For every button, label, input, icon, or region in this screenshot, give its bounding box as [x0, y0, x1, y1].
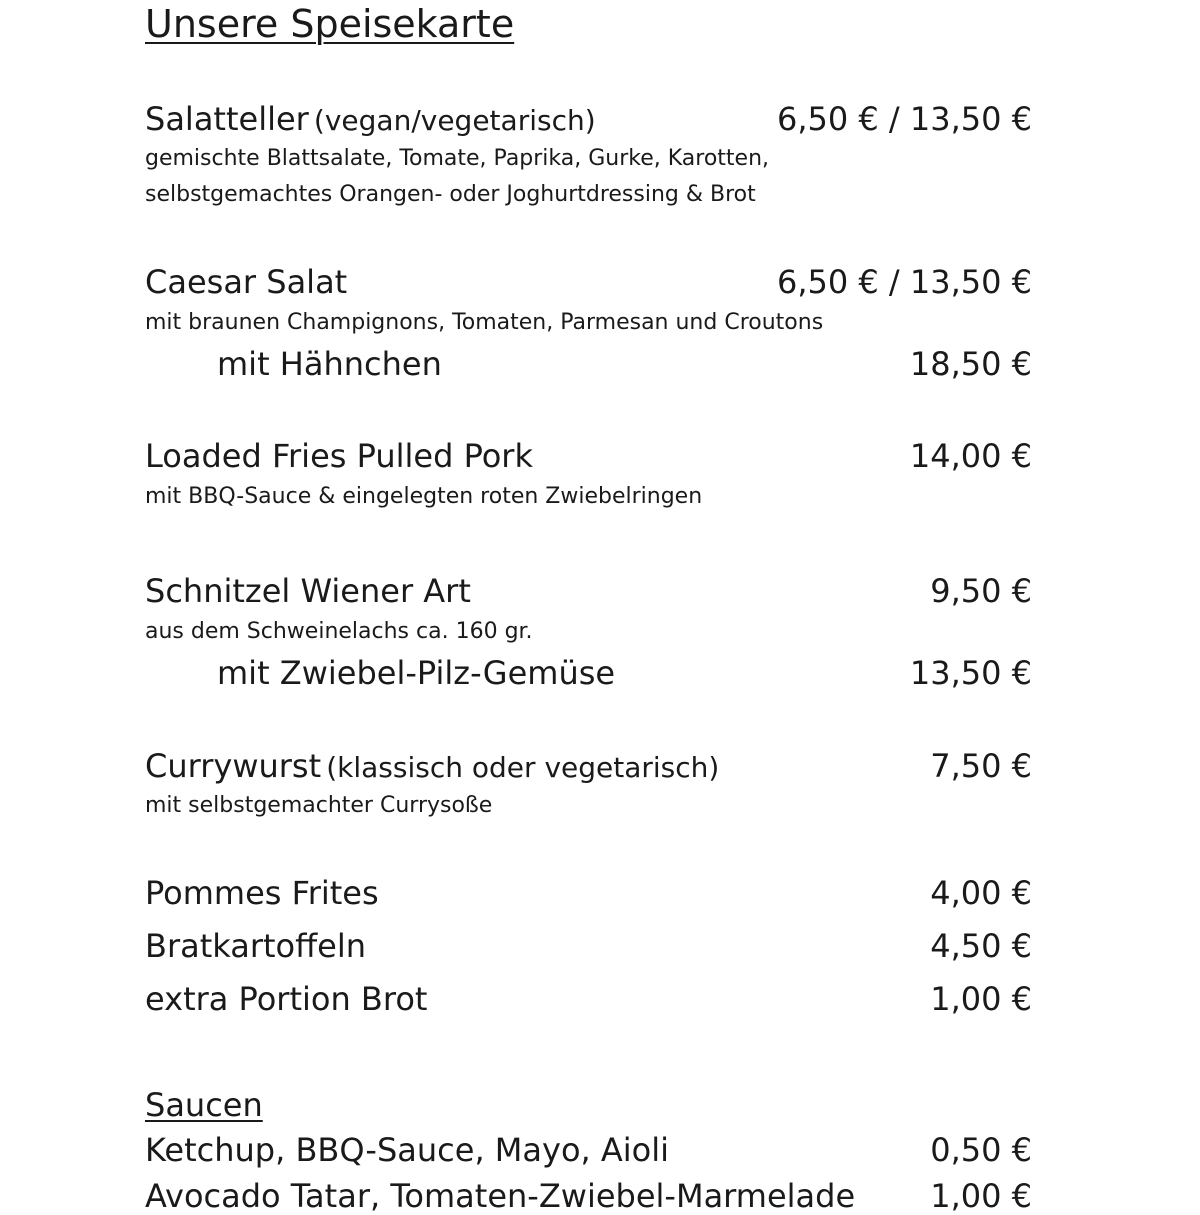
menu-page [145, 0, 1032, 1215]
item-name: Loaded Fries Pulled Pork [145, 437, 533, 475]
sauce-price: 1,00 € [930, 1177, 1032, 1215]
item-description: mit selbstgemachter Currysoße [145, 793, 493, 818]
item-note: (vegan/vegetarisch) [313, 104, 596, 137]
item-description: mit BBQ-Sauce & eingelegten roten Zwiebelringen [145, 484, 703, 509]
item-variant-price: 13,50 € [909, 654, 1032, 692]
sauce-name: Ketchup, BBQ-Sauce, Mayo, Aioli [145, 1131, 670, 1169]
item-price: 7,50 € [930, 747, 1032, 785]
side-name: extra Portion Brot [145, 980, 428, 1018]
item-description: mit braunen Champignons, Tomaten, Parmesan und Croutons [145, 310, 824, 335]
page-title: Unsere Speisekarte [145, 2, 515, 46]
item-price: 6,50 € / 13,50 € [776, 100, 1032, 138]
item-variant-price: 18,50 € [909, 345, 1032, 383]
side-price: 4,00 € [930, 874, 1032, 912]
item-description: aus dem Schweinelachs ca. 160 gr. [145, 619, 533, 644]
sauces-heading: Saucen [145, 1086, 263, 1124]
item-description: gemischte Blattsalate, Tomate, Paprika, Gurke, Karotten, [145, 146, 770, 171]
side-name: Pommes Frites [145, 874, 379, 912]
item-name: Schnitzel Wiener Art [145, 572, 471, 610]
side-name: Bratkartoffeln [145, 927, 367, 965]
side-price: 1,00 € [930, 980, 1032, 1018]
side-price: 4,50 € [930, 927, 1032, 965]
item-variant-name: mit Zwiebel-Pilz-Gemüse [217, 654, 616, 692]
menu-item-salatteller [145, 100, 596, 138]
item-variant-name: mit Hähnchen [217, 345, 442, 383]
item-note: (klassisch oder vegetarisch) [326, 751, 720, 784]
item-description: selbstgemachtes Orangen- oder Joghurtdressing & Brot [145, 182, 756, 207]
item-name: Currywurst [145, 747, 322, 785]
item-price: 6,50 € / 13,50 € [776, 263, 1032, 301]
item-price: 14,00 € [909, 437, 1032, 475]
sauce-price: 0,50 € [930, 1131, 1032, 1169]
sauce-name: Avocado Tatar, Tomaten-Zwiebel-Marmelade [145, 1177, 856, 1215]
item-name: Caesar Salat [145, 263, 348, 301]
item-price: 9,50 € [930, 572, 1032, 610]
item-name: Salatteller [145, 100, 309, 138]
menu-item-currywurst [145, 747, 719, 785]
